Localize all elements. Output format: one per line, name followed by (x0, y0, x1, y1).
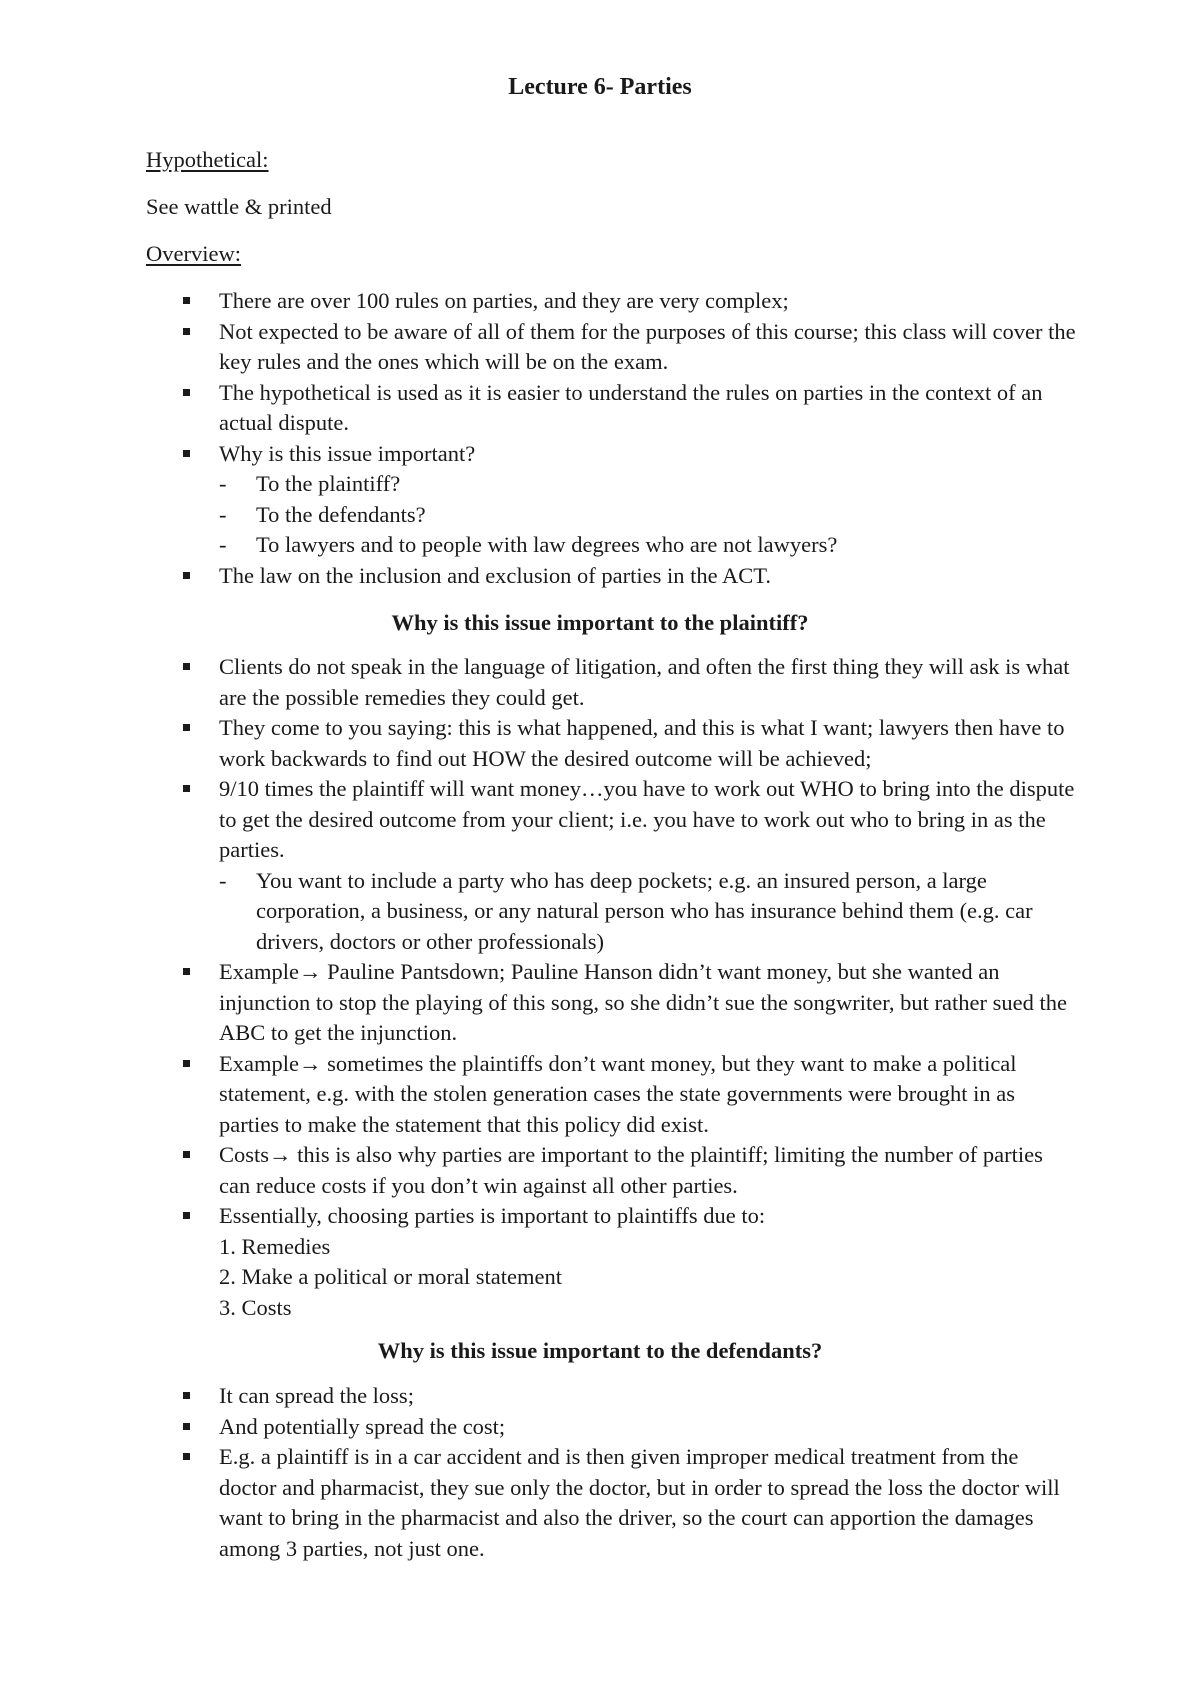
bullet-icon (183, 389, 190, 396)
list-item: Example→ Pauline Pantsdown; Pauline Hanson didn’t want money, but she wanted an injunction to stop the playing of this song, so she didn’t sue the songwriter, but rather sued the ABC to get the injunction. (0, 957, 1079, 1049)
list-item: They come to you saying: this is what happened, and this is what I want; lawyers then have to work backwards to find out HOW the desired outcome will be achieved; (0, 713, 1079, 774)
numbered-item: 3. Costs (219, 1294, 292, 1320)
numbered-item: 1. Remedies (219, 1233, 331, 1259)
bullet-icon (183, 663, 190, 670)
bullet-icon (183, 1453, 190, 1460)
bullet-icon (183, 1212, 190, 1219)
bullet-icon (183, 1423, 190, 1430)
page-title: Lecture 6- Parties (508, 74, 692, 100)
dash-icon: - (219, 867, 227, 893)
dash-icon: - (219, 471, 227, 496)
list-item: The law on the inclusion and exclusion of parties in the ACT. (0, 561, 1079, 592)
list-item: Costs→ this is also why parties are important to the plaintiff; limiting the number of parties can reduce costs if you don’t win against all other parties. (0, 1140, 1079, 1201)
bullet-icon (183, 450, 190, 457)
list-item: And potentially spread the cost; (0, 1412, 1079, 1443)
list-item: Not expected to be aware of all of them for the purposes of this course; this class will cover the key rules and the ones which will be on the exam. (0, 317, 1079, 378)
list-item: Example→ sometimes the plaintiffs don’t want money, but they want to make a political statement, e.g. with the stolen generation cases the state governments were brought in as parties to make the statement that this policy did exist. (0, 1049, 1079, 1141)
list-item: Essentially, choosing parties is important to plaintiffs due to: (0, 1201, 1079, 1232)
list-item: There are over 100 rules on parties, and they are very complex; (0, 286, 1079, 317)
bullet-icon (183, 724, 190, 731)
bullet-icon (183, 297, 190, 304)
list-item: It can spread the loss; (0, 1381, 1079, 1412)
overview-list (0, 286, 1200, 591)
sub-list-item: - To the defendants? (0, 500, 1079, 531)
dash-icon: - (219, 501, 227, 527)
bullet-icon (183, 785, 190, 792)
bullet-icon (183, 572, 190, 579)
defendants-list (0, 1381, 1200, 1564)
plaintiff-list (0, 652, 1200, 1323)
bullet-icon (183, 1060, 190, 1067)
sub-list-item: - To the plaintiff? (0, 469, 1079, 500)
sub-list-item: - To lawyers and to people with law degrees who are not lawyers? (0, 530, 1079, 561)
numbered-item: 2. Make a political or moral statement (219, 1264, 563, 1289)
dash-icon: - (219, 532, 227, 557)
hypothetical-heading: Hypothetical: (146, 147, 269, 172)
bullet-icon (183, 968, 190, 975)
list-item: Clients do not speak in the language of litigation, and often the first thing they will ask is what are the possible remedies they could get. (0, 652, 1079, 713)
plaintiff-section-heading: Why is this issue important to the plaintiff? (391, 610, 809, 635)
bullet-icon (183, 1151, 190, 1158)
hypothetical-text: See wattle & printed (146, 194, 332, 219)
sub-list-item: - You want to include a party who has deep pockets; e.g. an insured person, a large corporation, a business, or any natural person who has insurance behind them (e.g. car drivers, doctors or other professionals) (219, 867, 1033, 954)
bullet-icon (183, 328, 190, 335)
list-item: E.g. a plaintiff is in a car accident and is then given improper medical treatment from the doctor and pharmacist, they sue only the doctor, but in order to spread the loss the doctor will want to bring in the pharmacist and also the driver, so the court can apportion the damages among 3 parties, not just one. (0, 1442, 1079, 1564)
defendants-section-heading: Why is this issue important to the defendants? (377, 1338, 823, 1363)
overview-heading: Overview: (146, 241, 241, 266)
bullet-icon (183, 1392, 190, 1399)
list-item: 9/10 times the plaintiff will want money…you have to work out WHO to bring into the dispute to get the desired outcome from your client; i.e. you have to work out who to bring in as the parties. (0, 774, 1079, 866)
list-item: Why is this issue important? (0, 439, 1079, 470)
list-item: The hypothetical is used as it is easier to understand the rules on parties in the context of an actual dispute. (0, 378, 1079, 439)
